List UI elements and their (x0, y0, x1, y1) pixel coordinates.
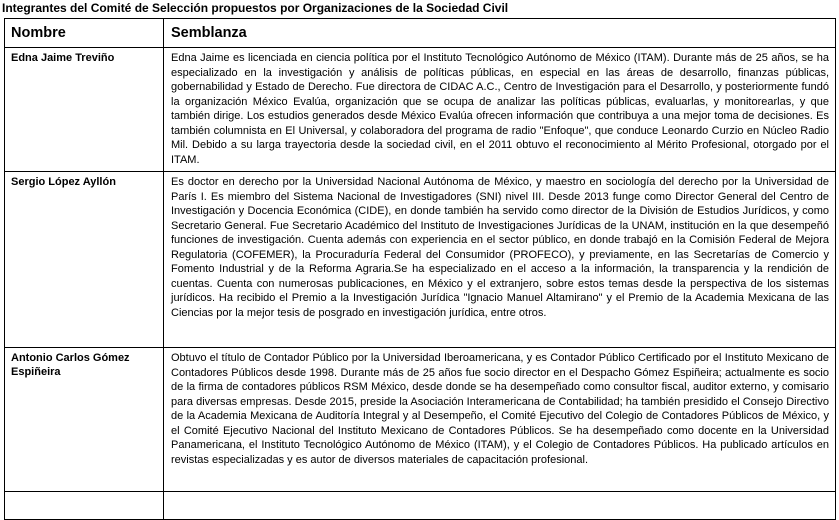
member-bio (164, 492, 836, 520)
column-header-name: Nombre (5, 19, 164, 48)
table-header-row (5, 19, 836, 48)
column-header-bio: Semblanza (164, 19, 836, 48)
table-row (5, 172, 836, 348)
member-bio: Edna Jaime es licenciada en ciencia política por el Instituto Tecnológico Autónomo de México (ITAM). Durante más de 25 años, se ha especializado en la investigación y análisis de políticas públicas, en especial en las áreas de desarrollo, finanzas públicas, gobernabilidad y Estado de Derecho. Fue directora de CIDAC A.C., Centro de Investigación para el Desarrollo, y posteriormente fundó la organización México Evalúa, organización que se ocupa de analizar las políticas públicas, evaluarlas, y monitorearlas, y que también dirige. Los estudios generados desde México Evalúa ofrecen información que contribuya a una mejor toma de decisiones. Es también columnista en El Universal, y colaboradora del programa de radio "Enfoque", que conduce Leonardo Curzio en Núcleo Radio Mil. Debido a su larga trayectoria desde la sociedad civil, en el 2011 obtuvo el reconocimiento al Mérito Profesional, otorgado por el ITAM. (164, 48, 836, 172)
member-bio: Es doctor en derecho por la Universidad Nacional Autónoma de México, y maestro en sociología del derecho por la Universidad de París I. Es miembro del Sistema Nacional de Investigadores (SNI) nivel III. Desde 2013 funge como Director General del Centro de Investigación y Docencia Económica (CIDE), en donde también ha servido como director de la División de Estudios Jurídicos, y como Secretario General. Fue Secretario Académico del Instituto de Investigaciones Jurídicas de la UNAM, institución en la que desempeñó funciones de investigación. Cuenta además con experiencia en el sector público, en donde trabajó en la Comisión Federal de Mejora Regulatoria (COFEMER), la Procuraduría Federal del Consumidor (PROFECO), y previamente, en las Secretarías de Comercio y Fomento Industrial y de la Reforma Agraria.Se ha especializado en el acceso a la información, la transparencia y la rendición de cuentas. Cuenta con numerosas publicaciones, en México y el extranjero, sobre estos temas desde la perspectiva de los sistemas jurídicos. Ha recibido el Premio a la Investigación Jurídica "Ignacio Manuel Altamirano" y el Premio de la Academia Mexicana de las Ciencias por la mejor tesis de posgrado en investigación jurídica, entre otros. (164, 172, 836, 348)
document-title: Integrantes del Comité de Selección propuestos por Organizaciones de la Sociedad Civil (2, 1, 509, 15)
committee-table (4, 18, 836, 520)
table-row (5, 48, 836, 172)
member-name: Edna Jaime Treviño (5, 48, 164, 172)
member-name: Antonio Carlos Gómez Espiñeira (5, 348, 164, 492)
member-name (5, 492, 164, 520)
table-row (5, 348, 836, 492)
member-name: Sergio López Ayllón (5, 172, 164, 348)
table-row (5, 492, 836, 520)
member-bio: Obtuvo el título de Contador Público por la Universidad Iberoamericana, y es Contador Público Certificado por el Instituto Mexicano de Contadores Públicos desde 1998. Durante más de 25 años fue socio director en el Despacho Gómez Espiñeira; actualmente es socio de la firma de contadores públicos RSM México, desde donde se ha desempeñado como consultor fiscal, auditor externo, y comisario para diversas empresas. Desde 2015, preside la Asociación Interamericana de Contabilidad; ha también presidido el Consejo Directivo de la Academia Mexicana de Auditoría Integral y al Desempeño, el Comité Ejecutivo del Colegio de Contadores Públicos de México, y el Comité Ejecutivo Nacional del Instituto Mexicano de Contadores Públicos. Se ha desempeñado como docente en la Universidad Panamericana, el Instituto Tecnológico Autónomo de México (ITAM), y el Colegio de Contadores Públicos. Ha publicado artículos en revistas especializadas y es autor de diversos materiales de capacitación profesional. (164, 348, 836, 492)
